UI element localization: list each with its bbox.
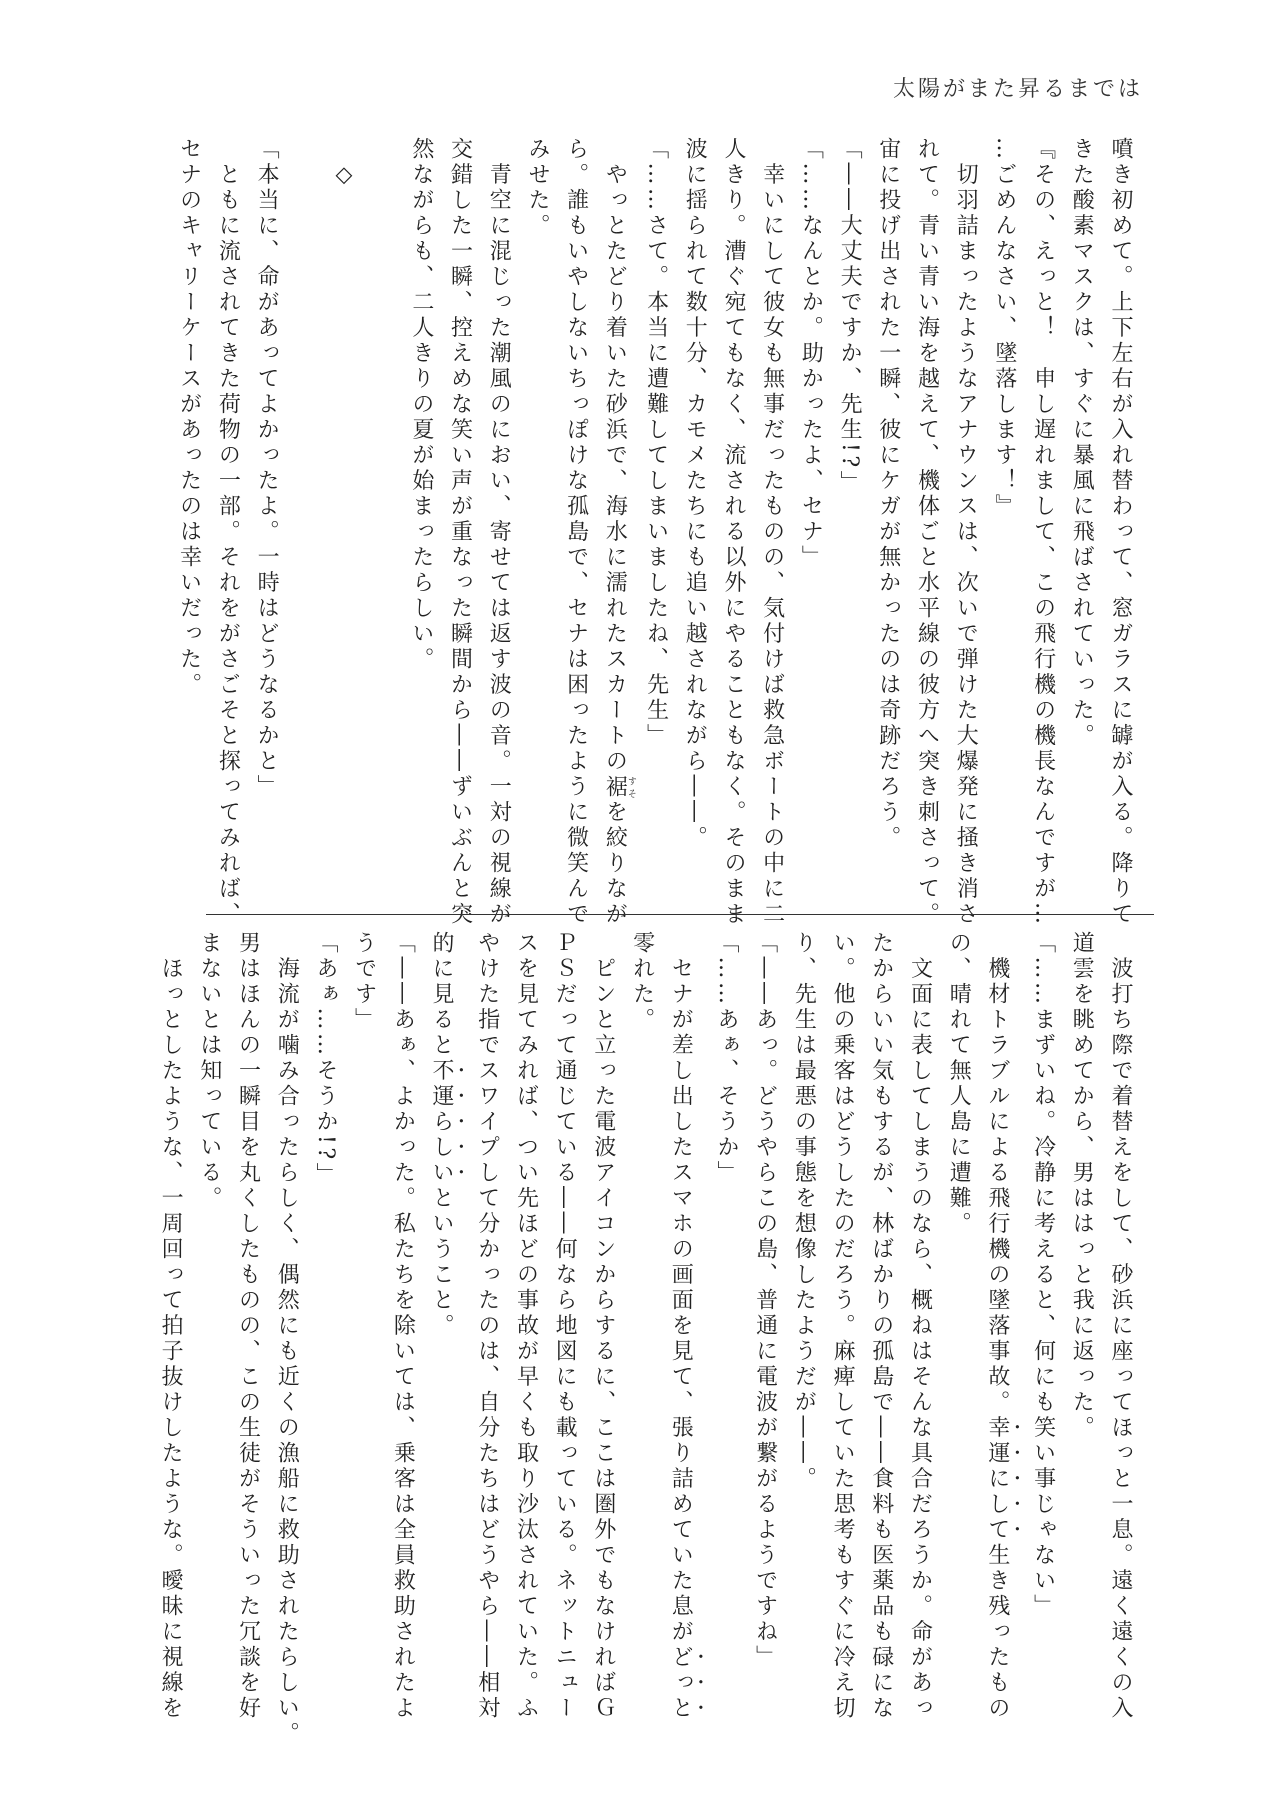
- emphasized-text: 幸運にして: [984, 1415, 1010, 1543]
- text-column: ほっとしたような、一周回って拍子抜けしたような。曖昧に視線を: [158, 931, 184, 1722]
- text-column: 宙に投げ出された一瞬、彼にケガが無かったのは奇跡だろう。: [875, 137, 901, 851]
- text-column: ら。誰もいやしないちっぽけな孤島で、セナは困ったように微笑んで: [563, 137, 589, 928]
- text-column: り、先生は最悪の事態を想像したようだが――。: [791, 931, 817, 1492]
- upper-text-block: [171, 137, 1139, 937]
- text-column: きた酸素マスクは、すぐに暴風に飛ばされていった。: [1069, 137, 1095, 749]
- text-column: セナのキャリーケースがあったのは幸いだった。: [176, 137, 202, 698]
- text-column: 男はほんの一瞬目を丸くしたものの、この生徒がそういった冗談を好: [235, 931, 261, 1722]
- text-column: 波打ち際で着替えをして、砂浜に座ってほっと一息。遠く遠くの入: [1108, 931, 1133, 1722]
- text-column: 「――あっ。どうやらこの島、普通に電波が繋がるようですね」: [752, 931, 778, 1671]
- text-column: 「本当に、命があってよかったよ。一時はどうなるかと」: [254, 137, 280, 800]
- text-column: 噴き初めて。上下左右が入れ替わって、窓ガラスに罅が入る。降りて: [1108, 137, 1133, 928]
- text-column: 「……あぁ、そうか」: [713, 931, 739, 1186]
- text-column: ともに流されてきた荷物の一部。それをがさごそと探ってみれば、: [215, 137, 241, 928]
- text-segment: やっとたどり着いた砂浜で、海水に濡れたスカートの: [602, 137, 628, 775]
- text-column: 交錯した一瞬、控えめな笑い声が重なった瞬間から――ずいぶんと突: [447, 137, 473, 928]
- text-column: 零れた。: [629, 931, 655, 1033]
- text-column: 青空に混じった潮風のにおい、寄せては返す波の音。一対の視線が: [486, 137, 512, 928]
- text-column: [977, 931, 1023, 1731]
- text-column: やけた指でスワイプして分かったのは、自分たちはどうやら――相対: [474, 931, 500, 1722]
- ruby-reading: すそ: [625, 774, 636, 800]
- text-column: 『その、えっと！ 申し遅れまして、この飛行機の機長なんですが…: [1030, 137, 1056, 928]
- text-column: ピンと立った電波アイコンからするに、ここは圏外でもなければＧ: [590, 931, 616, 1722]
- text-column: みせた。: [524, 137, 550, 239]
- running-title: 太陽がまた昇るまでは: [892, 77, 1143, 102]
- text-column: れて。青い青い海を越えて、機体ごと水平線の彼方へ突き刺さって。: [914, 137, 940, 928]
- text-column: たからいい気もするが、林ばかりの孤島で――食料も医薬品も碌にな: [868, 931, 894, 1722]
- ruby-word: [602, 774, 636, 801]
- section-divider: [206, 914, 1154, 915]
- text-column: [421, 931, 467, 1731]
- text-column: 然ながらも、二人きりの夏が始まったらしい。: [408, 137, 434, 673]
- text-segment: を絞りなが: [602, 800, 628, 928]
- text-segment: 的に見ると: [429, 931, 455, 1059]
- text-column: の、晴れて無人島に遭難。: [946, 931, 972, 1237]
- text-segment: セナが差し出したスマホの画面を見て、張り詰めていた息が: [668, 931, 694, 1645]
- text-column: ＰＳだって通じている――何なら地図にも載っている。ネットニュー: [552, 931, 578, 1722]
- text-column: [661, 931, 707, 1731]
- text-column: 「あぁ……そうか!?」: [312, 931, 338, 1189]
- emphasized-text: 不運らしい: [429, 1058, 455, 1186]
- text-column: 幸いにして彼女も無事だったものの、気付けば救急ボートの中に二: [759, 137, 785, 928]
- text-column: 波に揺られて数十分、カモメたちにも追い越されながら――。: [682, 137, 708, 851]
- text-column: 海流が噛み合ったらしく、偶然にも近くの漁船に救助されたらしい。: [274, 931, 300, 1747]
- text-column: …ごめんなさい、墜落します！』: [991, 137, 1017, 520]
- text-column: ◇: [331, 137, 357, 191]
- ruby-base: 裾: [602, 774, 628, 800]
- text-column: [595, 137, 636, 937]
- text-column: 人きり。漕ぐ宛てもなく、流される以外にやることもなく。そのまま: [720, 137, 746, 928]
- lower-text-block: [158, 931, 1139, 1747]
- text-column: 「……なんとか。助かったよ、セナ」: [798, 137, 824, 571]
- text-column: 道雲を眺めてから、男ははっと我に返った。: [1069, 931, 1095, 1441]
- emphasized-text: どっと: [668, 1645, 694, 1722]
- text-segment: 生き残ったもの: [984, 1543, 1010, 1722]
- text-column: まないとは知っている。: [196, 931, 222, 1212]
- text-column: スを見てみれば、つい先ほどの事故が早くも取り沙汰されていた。ふ: [513, 931, 539, 1722]
- text-column: 「……さて。本当に遭難してしまいましたね、先生」: [643, 137, 669, 749]
- text-segment: ということ。: [429, 1186, 455, 1339]
- text-column: 「……まずいね。冷静に考えると、何にも笑い事じゃない」: [1030, 931, 1056, 1620]
- text-column: 文面に表してしまうのなら、概ねはそんな具合だろうか。命があっ: [907, 931, 933, 1722]
- text-column: 「――大丈夫ですか、先生!?」: [837, 137, 863, 497]
- text-column: [285, 137, 324, 937]
- text-segment: 機材トラブルによる飛行機の墜落事故。: [984, 931, 1010, 1416]
- text-column: [362, 137, 401, 937]
- text-column: うです」: [351, 931, 377, 1033]
- text-column: い。他の乗客はどうしたのだろう。麻痺していた思考もすぐに冷え切: [830, 931, 856, 1722]
- text-column: 切羽詰まったようなアナウンスは、次いで弾けた大爆発に掻き消さ: [953, 137, 979, 928]
- text-column: 「――あぁ、よかった。私たちを除いては、乗客は全員救助されたよ: [390, 931, 416, 1722]
